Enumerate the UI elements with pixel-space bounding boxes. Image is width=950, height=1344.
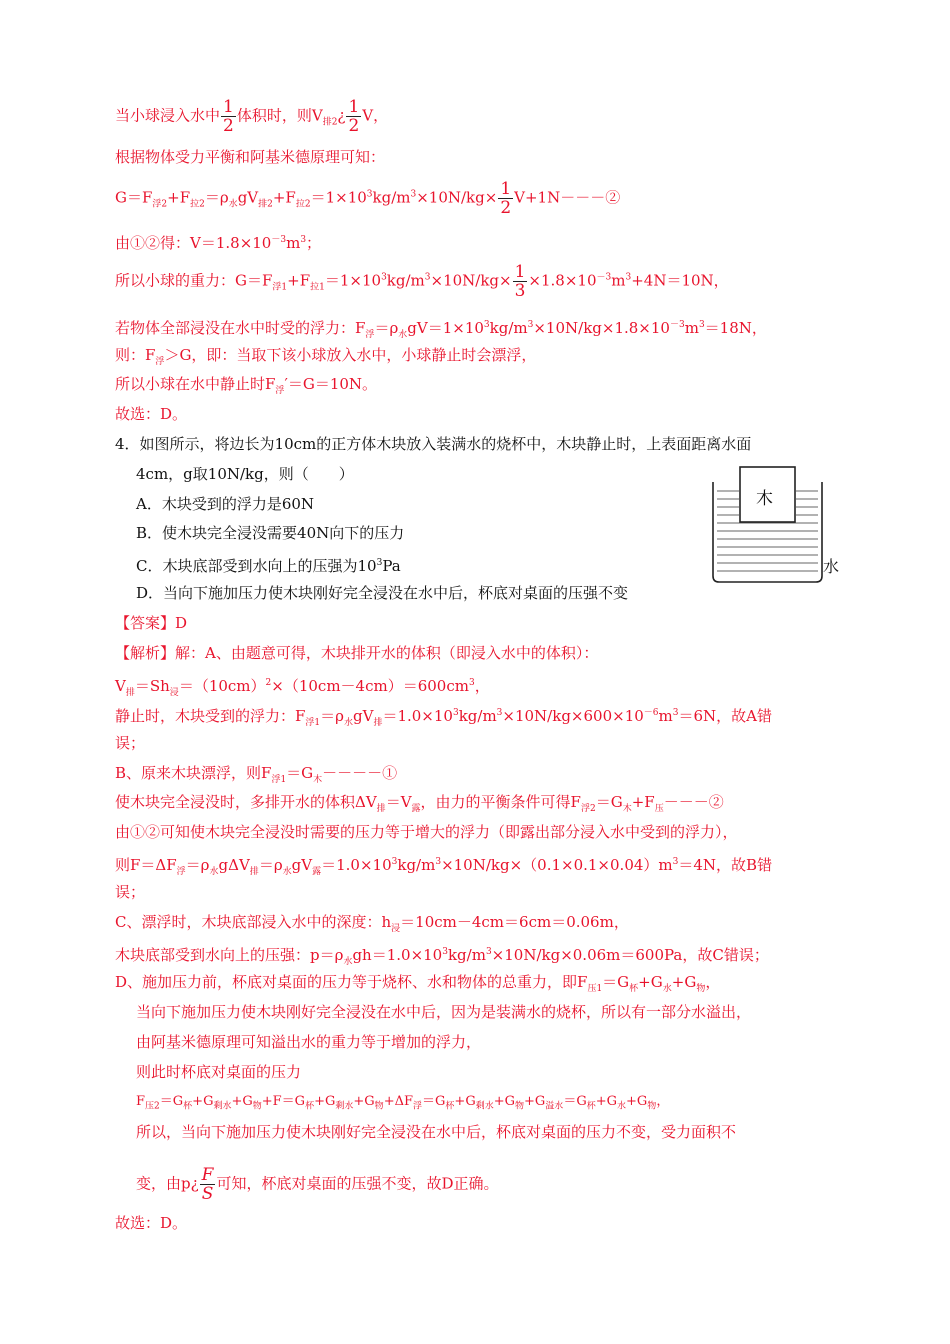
text-run: V <box>115 677 126 695</box>
text-run: －6 <box>643 708 659 718</box>
text-run: m <box>611 271 626 290</box>
text-run: ； <box>306 234 322 252</box>
fraction-half <box>221 98 236 135</box>
text-run: 由阿基米德原理可知溢出水的重力等于增加的浮力， <box>136 1033 482 1051</box>
text-run: V， <box>362 106 389 125</box>
text-run: +G <box>638 973 663 991</box>
text-run: 3 <box>527 320 534 330</box>
text-run: 物 <box>252 1101 262 1112</box>
text-run: ＝6N，故A错 <box>678 707 773 725</box>
text-run: ′＝G＝10N。 <box>284 375 378 393</box>
text-run: ×1.8×10 <box>528 271 597 290</box>
text-run: ＝1×10 <box>324 271 382 290</box>
solution-line-5 <box>115 263 729 300</box>
text-run: 【答案】D <box>115 614 188 632</box>
text-run: 3 <box>452 708 459 718</box>
text-run: 使木块完全浸没时，多排开水的体积ΔV <box>115 793 377 811</box>
explanation-line-11 <box>115 942 769 972</box>
text-run: ＝G <box>602 973 630 991</box>
text-run: ，由力的平衡条件可得F <box>420 793 581 811</box>
solution-line-2 <box>115 147 385 167</box>
explanation-line-8 <box>115 852 772 882</box>
text-run: gV <box>291 856 313 874</box>
text-run: 物 <box>696 984 706 994</box>
solution-line-1 <box>115 98 388 135</box>
solution-line-7 <box>115 345 536 372</box>
text-run: F <box>136 1094 146 1109</box>
water-label: 水 <box>823 557 840 576</box>
text-run: ×10N/kg×（0.1×0.1×0.04）m <box>441 856 673 874</box>
explanation-line-12 <box>115 972 720 999</box>
text-run: F <box>201 1165 214 1185</box>
text-run: 误； <box>115 734 146 752</box>
option-a <box>136 494 314 514</box>
text-run: 水 <box>343 718 353 728</box>
text-run: m <box>286 234 301 252</box>
text-run: 2 <box>223 116 234 136</box>
text-run: ＝G <box>159 1094 184 1109</box>
text-run: +G <box>671 973 697 991</box>
text-run: ×（10cm－4cm）＝600cm <box>271 677 469 695</box>
text-run: ＝ρ <box>185 856 210 874</box>
explanation-line-19 <box>115 1213 187 1233</box>
text-run: 排 <box>125 688 135 698</box>
text-run: kg/m <box>372 188 411 207</box>
text-run: 静止时，木块受到的浮力：F <box>115 707 306 725</box>
text-run: 3 <box>376 558 383 568</box>
text-run: gh＝1.0×10 <box>352 946 443 964</box>
text-run: +4N＝10N， <box>631 271 729 290</box>
solution-line-8 <box>115 374 377 401</box>
solution-line-4 <box>115 230 321 253</box>
text-run: 浸 <box>391 924 401 934</box>
text-run: 排 <box>249 867 259 877</box>
text-run: 排 <box>376 804 386 814</box>
text-run: 3 <box>485 947 492 957</box>
text-run: +G <box>314 1094 336 1109</box>
text-run: +G <box>353 1094 375 1109</box>
fraction-half <box>498 180 513 217</box>
text-run: C、漂浮时，木块底部浸入水中的深度：h <box>115 913 392 931</box>
text-run: m <box>658 707 673 725</box>
text-run: 水 <box>662 984 672 994</box>
text-run: 2 <box>348 116 360 136</box>
text-run: 拉2 <box>295 199 311 210</box>
text-run: 浮 <box>413 1101 423 1112</box>
text-run: ＝G <box>422 1094 446 1109</box>
text-run: gV <box>353 707 374 725</box>
text-run: ＝1×10 <box>310 188 367 207</box>
text-run: 变，由p <box>136 1174 191 1193</box>
text-run: 水 <box>228 199 238 210</box>
text-run: 3 <box>698 320 705 330</box>
text-run: 露 <box>312 867 322 877</box>
text-run: D．当向下施加压力使木块刚好完全浸没在水中后，杯底对桌面的压强不变 <box>136 584 629 602</box>
text-run: Pa <box>382 557 401 575</box>
explanation-line-13 <box>136 1002 751 1022</box>
text-run: ＝ρ <box>204 188 229 207</box>
text-run: 3 <box>672 857 679 867</box>
text-run: 溢水 <box>545 1101 564 1112</box>
text-run: 物 <box>647 1101 657 1112</box>
text-run: 拉1 <box>310 282 325 293</box>
text-run: 浮 <box>176 867 186 877</box>
text-run: +G <box>626 1094 648 1109</box>
text-run: －3 <box>596 272 612 283</box>
text-run: 由①②可知使木块完全浸没时需要的压力等于增大的浮力（即露出部分浸入水中受到的浮力）， <box>115 823 738 841</box>
text-run: 3 <box>435 857 442 867</box>
text-run: ＝1.0×10 <box>321 856 392 874</box>
text-run: ×10N/kg×0.06m＝600Pa，故C错误； <box>491 946 769 964</box>
text-run: 由①②得：V＝1.8×10 <box>115 234 272 252</box>
text-run: 4cm，g取10N/kg，则（ ） <box>136 465 354 483</box>
fraction-third <box>513 263 528 300</box>
fraction-f-over-s <box>200 1166 216 1203</box>
text-run: 物 <box>515 1101 525 1112</box>
solution-line-9 <box>115 404 187 424</box>
text-run: ＝V <box>385 793 412 811</box>
text-run: 则F＝ΔF <box>115 856 177 874</box>
text-run: ＝G <box>595 793 623 811</box>
text-run: 1 <box>500 179 512 199</box>
text-run: 浸 <box>169 688 179 698</box>
text-run: gV＝1×10 <box>407 319 484 337</box>
text-run: 3 <box>442 947 448 957</box>
explanation-line-1 <box>115 643 598 663</box>
text-run: ＝10cm－4cm＝6cm＝0.06m， <box>400 913 629 931</box>
explanation-line-7 <box>115 822 738 842</box>
explanation-line-9 <box>115 882 145 902</box>
text-run: +G <box>524 1094 546 1109</box>
text-run: 3 <box>391 857 398 867</box>
text-run: 当小球浸入水中 <box>115 106 221 125</box>
text-run: ＝ρ <box>374 319 399 337</box>
text-run: kg/m <box>397 856 436 874</box>
text-run: +F <box>631 793 655 811</box>
text-run: ×10N/kg×1.8×10 <box>533 319 670 337</box>
text-run: kg/m <box>386 271 425 290</box>
text-run: 浮1 <box>271 775 287 785</box>
text-run: kg/m <box>458 707 497 725</box>
text-run: 3 <box>410 189 417 200</box>
text-run: S <box>201 1184 214 1204</box>
explanation-line-6 <box>115 792 724 819</box>
text-run: 1 <box>348 97 360 117</box>
text-run: 杯 <box>183 1101 193 1112</box>
explanation-line-14 <box>136 1032 481 1052</box>
text-run: 3 <box>514 281 526 301</box>
text-run: gΔV <box>218 856 250 874</box>
text-run: D、施加压力前，杯底对桌面的压力等于烧杯、水和物体的总重力，即F <box>115 973 588 991</box>
text-run: 所以小球在水中静止时F <box>115 375 276 393</box>
beaker-figure <box>712 466 842 590</box>
text-run: 则此时杯底对桌面的压力 <box>136 1063 302 1081</box>
explanation-line-18 <box>136 1166 498 1203</box>
text-run: 木块底部受到水向上的压强：p＝ρ <box>115 946 344 964</box>
text-run: 浮 <box>155 357 165 367</box>
text-run: ×10N/kg× <box>430 271 512 290</box>
text-run: ＝ρ <box>320 707 344 725</box>
text-run: ， <box>474 677 490 695</box>
text-run: ¿ <box>337 106 346 125</box>
text-run: +G <box>595 1094 617 1109</box>
text-run: 3 <box>381 272 387 283</box>
text-run: 浮2 <box>580 804 596 814</box>
solution-line-3 <box>115 180 620 217</box>
explanation-line-5 <box>115 763 397 790</box>
text-run: －3 <box>669 320 685 330</box>
text-run: 木 <box>622 804 632 814</box>
text-run: +F＝G <box>261 1094 306 1109</box>
question-stem <box>115 434 751 454</box>
text-run: 木 <box>313 775 323 785</box>
text-run: 杯 <box>305 1101 315 1112</box>
text-run: +G <box>231 1094 253 1109</box>
text-run: ＝18N， <box>704 319 767 337</box>
explanation-line-17 <box>136 1122 736 1142</box>
text-run: 误； <box>115 883 146 901</box>
text-run: ＝（10cm） <box>178 677 266 695</box>
text-run: 1 <box>223 97 234 117</box>
text-run: +F <box>272 188 296 207</box>
text-run: 压1 <box>587 984 603 994</box>
explanation-line-15 <box>136 1062 301 1082</box>
text-run: kg/m <box>489 319 528 337</box>
option-c <box>136 553 401 576</box>
text-run: 当向下施加压力使木块刚好完全浸没在水中后，因为是装满水的烧杯，所以有一部分水溢出， <box>136 1003 752 1021</box>
text-run: 压2 <box>145 1101 160 1112</box>
text-run: 体积时，则V <box>236 106 323 125</box>
text-run: 3 <box>483 320 490 330</box>
text-run: 3 <box>468 678 475 688</box>
text-run: ， <box>656 1094 670 1109</box>
text-run: 3 <box>300 235 307 245</box>
text-run: 2 <box>265 678 272 688</box>
text-run: 浮 <box>275 386 285 396</box>
text-run: 浮 <box>365 330 375 340</box>
text-run: 3 <box>625 272 632 283</box>
text-run: 所以小球的重力：G＝F <box>115 271 273 290</box>
text-run: 解：A、由题意可得，木块排开水的体积（即浸入水中的体积）： <box>175 644 599 662</box>
text-run: +F <box>287 271 311 290</box>
text-run: 剩水 <box>475 1101 494 1112</box>
text-run: 水 <box>398 330 408 340</box>
text-run: ×10N/kg× <box>416 188 498 207</box>
text-run: 浮2 <box>152 199 168 210</box>
text-run: +ΔF <box>383 1094 413 1109</box>
text-run: V+1N－－－② <box>514 188 621 207</box>
text-run: ， <box>705 973 721 991</box>
text-run: ＝ρ <box>258 856 283 874</box>
text-run: 水 <box>209 867 219 877</box>
text-run: ＝Sh <box>134 677 170 695</box>
text-run: 压 <box>654 804 664 814</box>
text-run: ＝G <box>563 1094 587 1109</box>
text-run: 则：F <box>115 346 156 364</box>
option-d <box>136 583 628 603</box>
text-run: ＝G <box>286 764 314 782</box>
text-run: m <box>684 319 699 337</box>
text-run: ＝1.0×10 <box>382 707 453 725</box>
explanation-line-16 <box>136 1092 669 1117</box>
text-run: 排2 <box>258 199 273 210</box>
text-run: 排 <box>373 718 383 728</box>
text-run: 剩水 <box>213 1101 232 1112</box>
text-run: 杯 <box>586 1101 596 1112</box>
text-run: B．使木块完全浸没需要40N向下的压力 <box>136 524 405 542</box>
text-run: +G <box>493 1094 515 1109</box>
text-run: 露 <box>411 804 421 814</box>
text-run: 【解析】 <box>115 644 176 662</box>
text-run: ＞G，即：当取下该小球放入水中，小球静止时会漂浮， <box>164 346 537 364</box>
text-run: +F <box>167 188 191 207</box>
text-run: 拉2 <box>190 199 205 210</box>
text-run: A．木块受到的浮力是60N <box>136 495 315 513</box>
text-run: +G <box>192 1094 214 1109</box>
text-run: 3 <box>366 189 373 200</box>
option-b <box>136 523 404 543</box>
text-run: +G <box>454 1094 476 1109</box>
text-run: gV <box>237 188 259 207</box>
text-run: 水 <box>343 957 353 967</box>
text-run: ¿ <box>190 1174 199 1193</box>
text-run: 浮1 <box>305 718 321 728</box>
explanation-line-4 <box>115 733 145 753</box>
text-run: 水 <box>282 867 292 877</box>
text-run: 浮1 <box>272 282 288 293</box>
solution-line-6 <box>115 315 767 345</box>
text-run: 故选：D。 <box>115 1214 188 1232</box>
text-run: 排2 <box>322 117 338 128</box>
text-run: kg/m <box>447 946 486 964</box>
explanation-line-2 <box>115 673 490 703</box>
explanation-line-3 <box>115 703 772 733</box>
explanation-line-10 <box>115 912 629 939</box>
text-run: 故选：D。 <box>115 405 188 423</box>
text-run: ×10N/kg×600×10 <box>502 707 644 725</box>
question-stem-cont <box>136 464 354 484</box>
text-run: 3 <box>672 708 679 718</box>
text-run: 1 <box>514 262 526 282</box>
text-run: G＝F <box>115 188 153 207</box>
text-run: 3 <box>424 272 431 283</box>
text-run: 3 <box>496 708 503 718</box>
text-run: 若物体全部浸没在水中时受的浮力：F <box>115 319 366 337</box>
text-run: C．木块底部受到水向上的压强为10 <box>136 557 377 575</box>
fraction-half <box>346 98 361 135</box>
text-run: 2 <box>500 198 512 218</box>
text-run: －－－② <box>663 793 724 811</box>
text-run: 所以，当向下施加压力使木块刚好完全浸没在水中后，杯底对桌面的压力不变，受力面积不 <box>136 1123 737 1141</box>
text-run: ＝4N，故B错 <box>678 856 773 874</box>
text-run: B、原来木块漂浮，则F <box>115 764 272 782</box>
text-run: 杯 <box>445 1101 455 1112</box>
block-label: 木 <box>756 489 773 509</box>
text-run: 剩水 <box>335 1101 354 1112</box>
text-run: 水 <box>617 1101 627 1112</box>
text-run: 物 <box>374 1101 384 1112</box>
text-run: 根据物体受力平衡和阿基米德原理可知： <box>115 148 386 166</box>
text-run: 4．如图所示，将边长为10cm的正方体木块放入装满水的烧杯中，木块静止时，上表面距离水面 <box>115 435 752 453</box>
text-run: 可知，杯底对桌面的压强不变，故D正确。 <box>216 1174 499 1193</box>
text-run: －－－－① <box>322 764 398 782</box>
text-run: －3 <box>271 235 287 245</box>
text-run: 杯 <box>629 984 639 994</box>
answer-line <box>115 613 187 633</box>
